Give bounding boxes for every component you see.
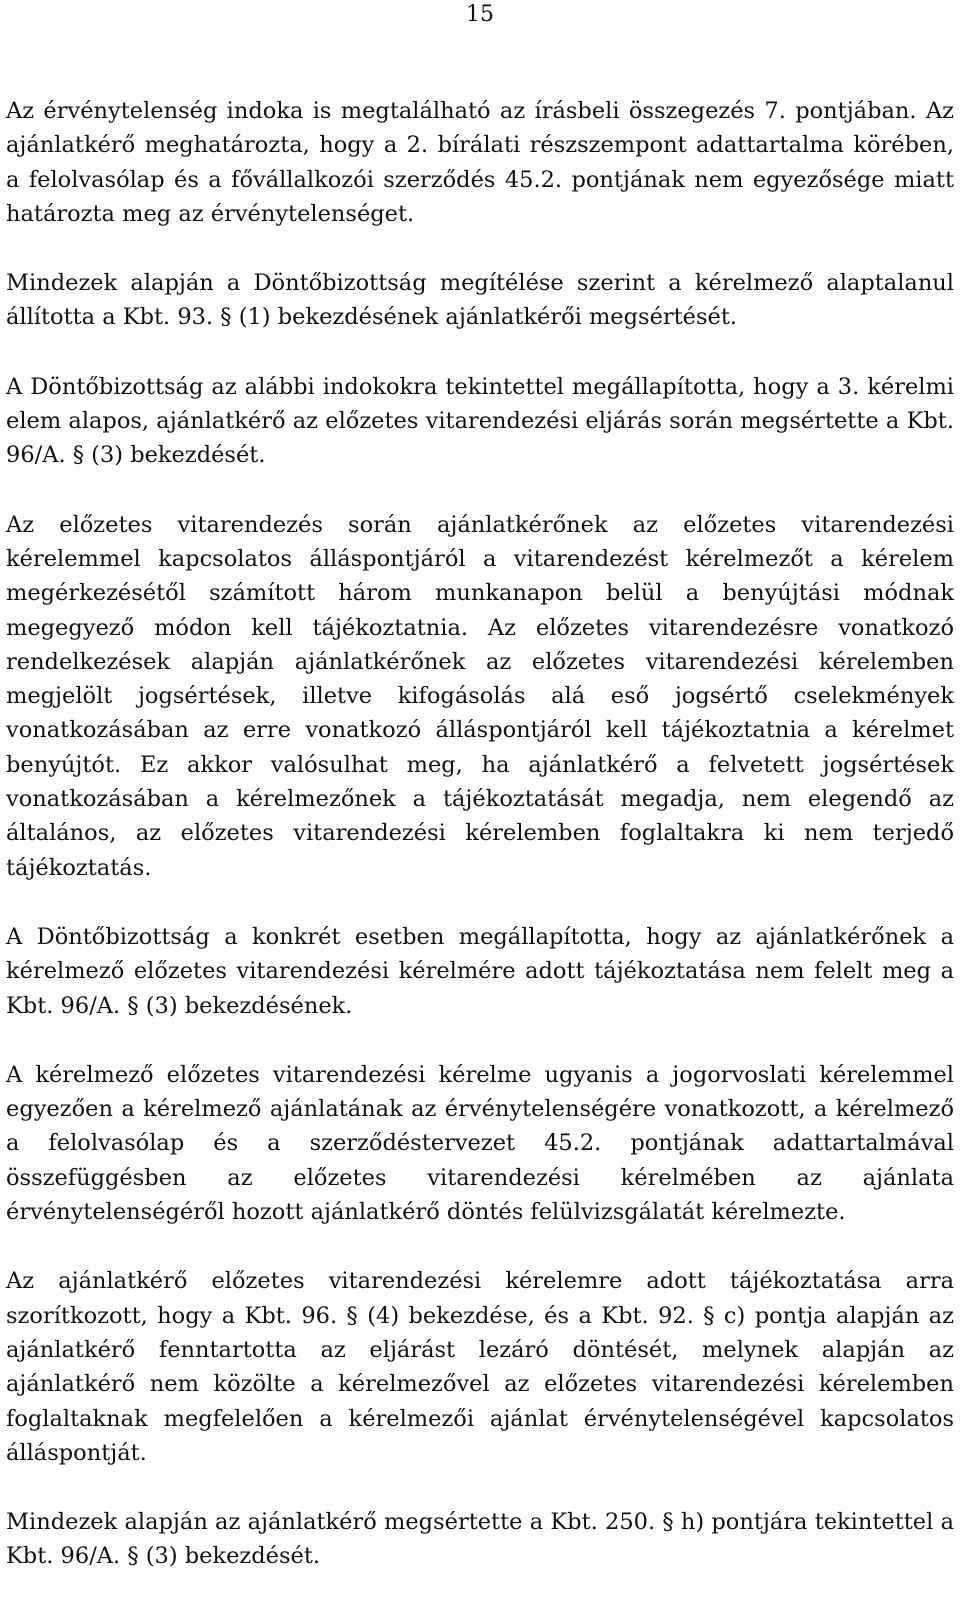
paragraph-third-element: A Döntőbizottság az alábbi indokokra tekintettel megállapította, hogy a 3. kérelmi elem alapos, ajánlatkérő az előzetes vitarendezési eljárás során megsértette a Kbt. 96/A. § (3) bekezdését. [6, 373, 954, 469]
paragraph-contracting-authority-reply: Az ajánlatkérő előzetes vitarendezési kérelemre adott tájékoztatása arra szorítkozott, hogy a Kbt. 96. § (4) bekezdése, és a Kbt. 92. § c) pontja alapján az ajánlatkérő fenntartotta az eljárást lezáró döntését, melynek alapján az ajánlatkérő nem közölte a kérelmezővel az előzetes vitarendezési kérelemben foglaltaknak megfelelően a kérelmezői ajánlat érvénytelenségével kapcsolatos álláspontját. [6, 1268, 954, 1466]
paragraph-concrete-case: A Döntőbizottság a konkrét esetben megállapította, hogy az ajánlatkérőnek a kérelmező előzetes vitarendezési kérelmére adott tájékoztatása nem felelt meg a Kbt. 96/A. § (3) bekezdésének. [6, 923, 954, 1019]
paragraph-pre-dispute-rules: Az előzetes vitarendezés során ajánlatkérőnek az előzetes vitarendezési kérelemmel kapcsolatos álláspontjáról a vitarendezést kérelmezőt a kérelem megérkezésétől számított három munkanapon belül a benyújtási módnak megegyező módon kell tájékoztatnia. Az előzetes vitarendezésre vonatkozó rendelkezések alapján ajánlatkérőnek az előzetes vitarendezési kérelemben megjelölt jogsértések, illetve kifogásolás alá eső jogsértő cselekmények vonatkozásában az erre vonatkozó álláspontjáról kell tájékoztatnia a kérelmet benyújtót. Ez akkor valósulhat meg, ha ajánlatkérő a felvetett jogsértések vonatkozásában a kérelmezőnek a tájékoztatását megadja, nem elegendő az általános, az előzetes vitarendezési kérelemben foglaltakra ki nem terjedő tájékoztatás. [6, 511, 954, 881]
page-number: 15 [466, 2, 494, 27]
paragraph-invalidity-reason: Az érvénytelenség indoka is megtalálható az írásbeli összegezés 7. pontjában. Az ajánlatkérő meghatározta, hogy a 2. bírálati részszempont adattartalma körében, a felolvasólap és a fővállalkozói szerződés 45.2. pontjának nem egyezősége miatt határozta meg az érvénytelenséget. [6, 98, 954, 227]
paragraph-final-conclusion: Mindezek alapján az ajánlatkérő megsértette a Kbt. 250. § h) pontjára tekintettel a Kbt. 96/A. § (3) bekezdését. [6, 1509, 954, 1570]
paragraph-applicant-request: A kérelmező előzetes vitarendezési kérelme ugyanis a jogorvoslati kérelemmel egyezően a kérelmező ajánlatának az érvénytelenségére vonatkozott, a kérelmező a felolvasólap és a szerződéstervezet 45.2. pontjának adattartalmával összefüggésben az előzetes vitarendezési kérelmében az ajánlata érvénytelenségéről hozott ajánlatkérő döntés felülvizsgálatát kérelmezte. [6, 1061, 954, 1226]
document-body [6, 94, 954, 1609]
paragraph-conclusion-93: Mindezek alapján a Döntőbizottság megítélése szerint a kérelmező alaptalanul állította a Kbt. 93. § (1) bekezdésének ajánlatkérői megsértését. [6, 270, 954, 331]
